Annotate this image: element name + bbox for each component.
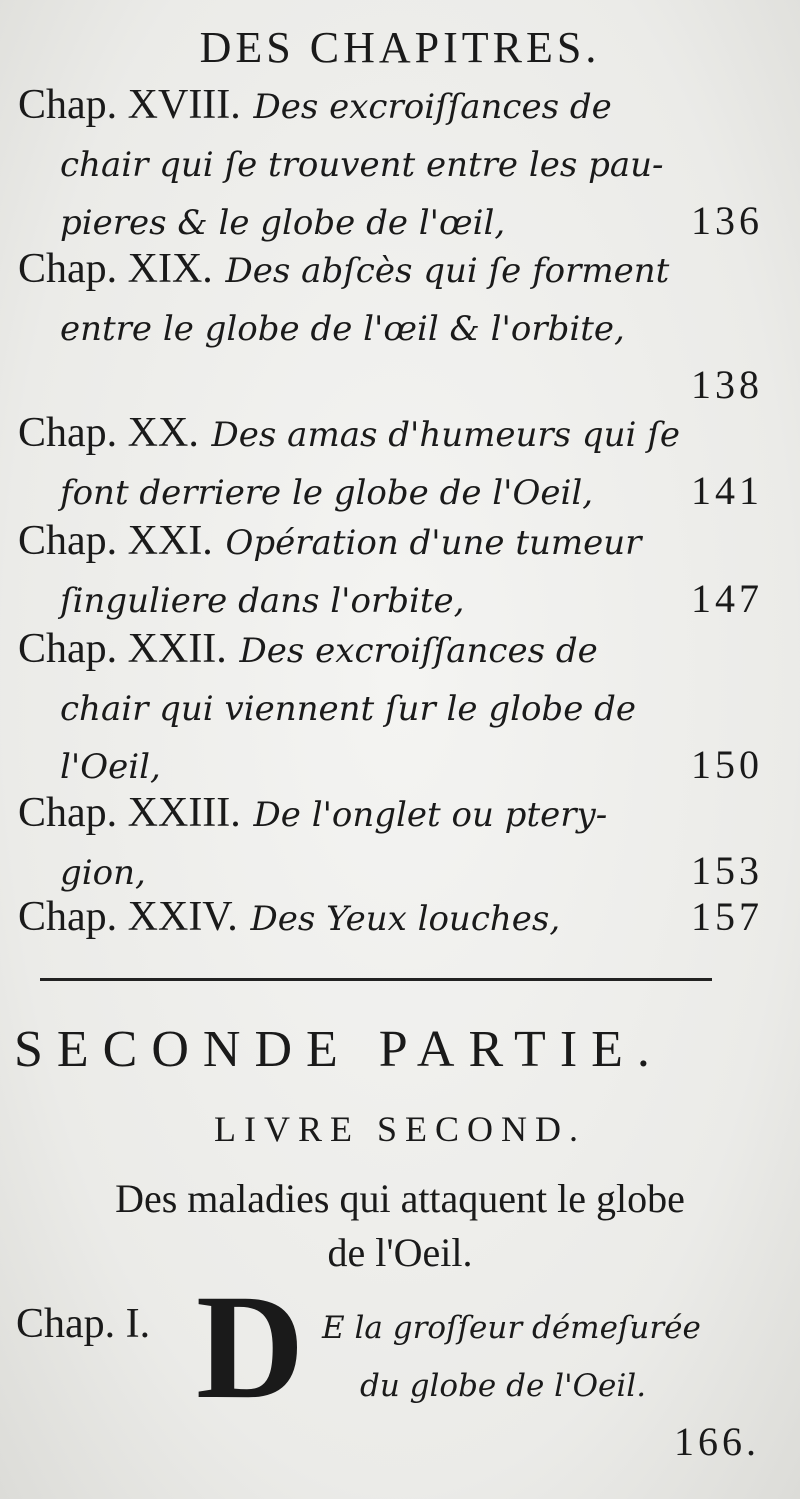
drop-cap: D [196, 1264, 305, 1430]
chapter-number: Chap. XXIV. [18, 894, 238, 940]
chapter-number: Chap. XXI. [18, 518, 213, 564]
book-heading: LIVRE SECOND. [214, 1109, 586, 1149]
running-head: DES CHAPITRES. [199, 23, 601, 72]
chapter-number: Chap. I. [16, 1301, 151, 1347]
toc-entry [18, 404, 763, 520]
subject-line: Des maladies qui attaquent le globe [115, 1176, 685, 1221]
subject-line: de l'Oeil. [327, 1230, 473, 1275]
page-number: 166. [674, 1419, 760, 1464]
chapter-title-line: Opération d'une tumeur [225, 523, 642, 563]
chapter-title-line: font derriere le globe de l'Oeil, [60, 473, 594, 513]
page-number: 150 [691, 742, 763, 787]
chapter-title-line: E la groſſeur démeſurée [322, 1310, 701, 1346]
toc-entry [18, 512, 763, 628]
divider-rule [40, 978, 712, 981]
chapter-number: Chap. XVIII. [18, 82, 241, 128]
page-number: 147 [691, 576, 763, 621]
chapter-title-line: chair qui ſe trouvent entre les pau- [60, 145, 664, 185]
chapter-number: Chap. XXIII. [18, 790, 241, 836]
chapter-title-line: Des Yeux louches, [250, 899, 561, 939]
chapter-title-line: du globe de l'Oeil. [360, 1368, 647, 1404]
chapter-title-line: l'Oeil, [60, 747, 161, 787]
chapter-title-line: pieres & le globe de l'œil, [60, 203, 506, 243]
chapter-title-line: Des excroiſſances de [253, 87, 612, 127]
page-number: 136 [691, 198, 763, 243]
chapter-title-line: gion, [60, 853, 146, 893]
chapter-title-line: Des amas d'humeurs qui ſe [211, 415, 680, 455]
page-number: 138 [691, 362, 763, 407]
toc-entry [18, 240, 763, 414]
part-heading: SECONDE PARTIE. [14, 1021, 664, 1078]
chapter-title-line: Des abſcès qui ſe forment [225, 251, 670, 291]
chapter-number: Chap. XX. [18, 410, 199, 456]
chapter-title-line: chair qui viennent ſur le globe de [60, 689, 637, 729]
page-number: 141 [691, 468, 763, 513]
page-number: 153 [691, 848, 763, 893]
toc-entry [18, 76, 763, 250]
chapter-title-line: De l'onglet ou ptery- [253, 795, 608, 835]
toc-entry [18, 888, 763, 946]
chapter-title-line: entre le globe de l'œil & l'orbite, [60, 309, 625, 349]
page-number: 157 [691, 894, 763, 939]
section-subject [0, 1172, 800, 1280]
toc-entry [18, 784, 763, 900]
toc-entry [18, 620, 763, 794]
chapter-number: Chap. XIX. [18, 246, 213, 292]
chapter-title-line: Des excroiſſances de [239, 631, 598, 671]
chapter-title-line: ſinguliere dans l'orbite, [60, 581, 465, 621]
chapter-number: Chap. XXII. [18, 626, 227, 672]
